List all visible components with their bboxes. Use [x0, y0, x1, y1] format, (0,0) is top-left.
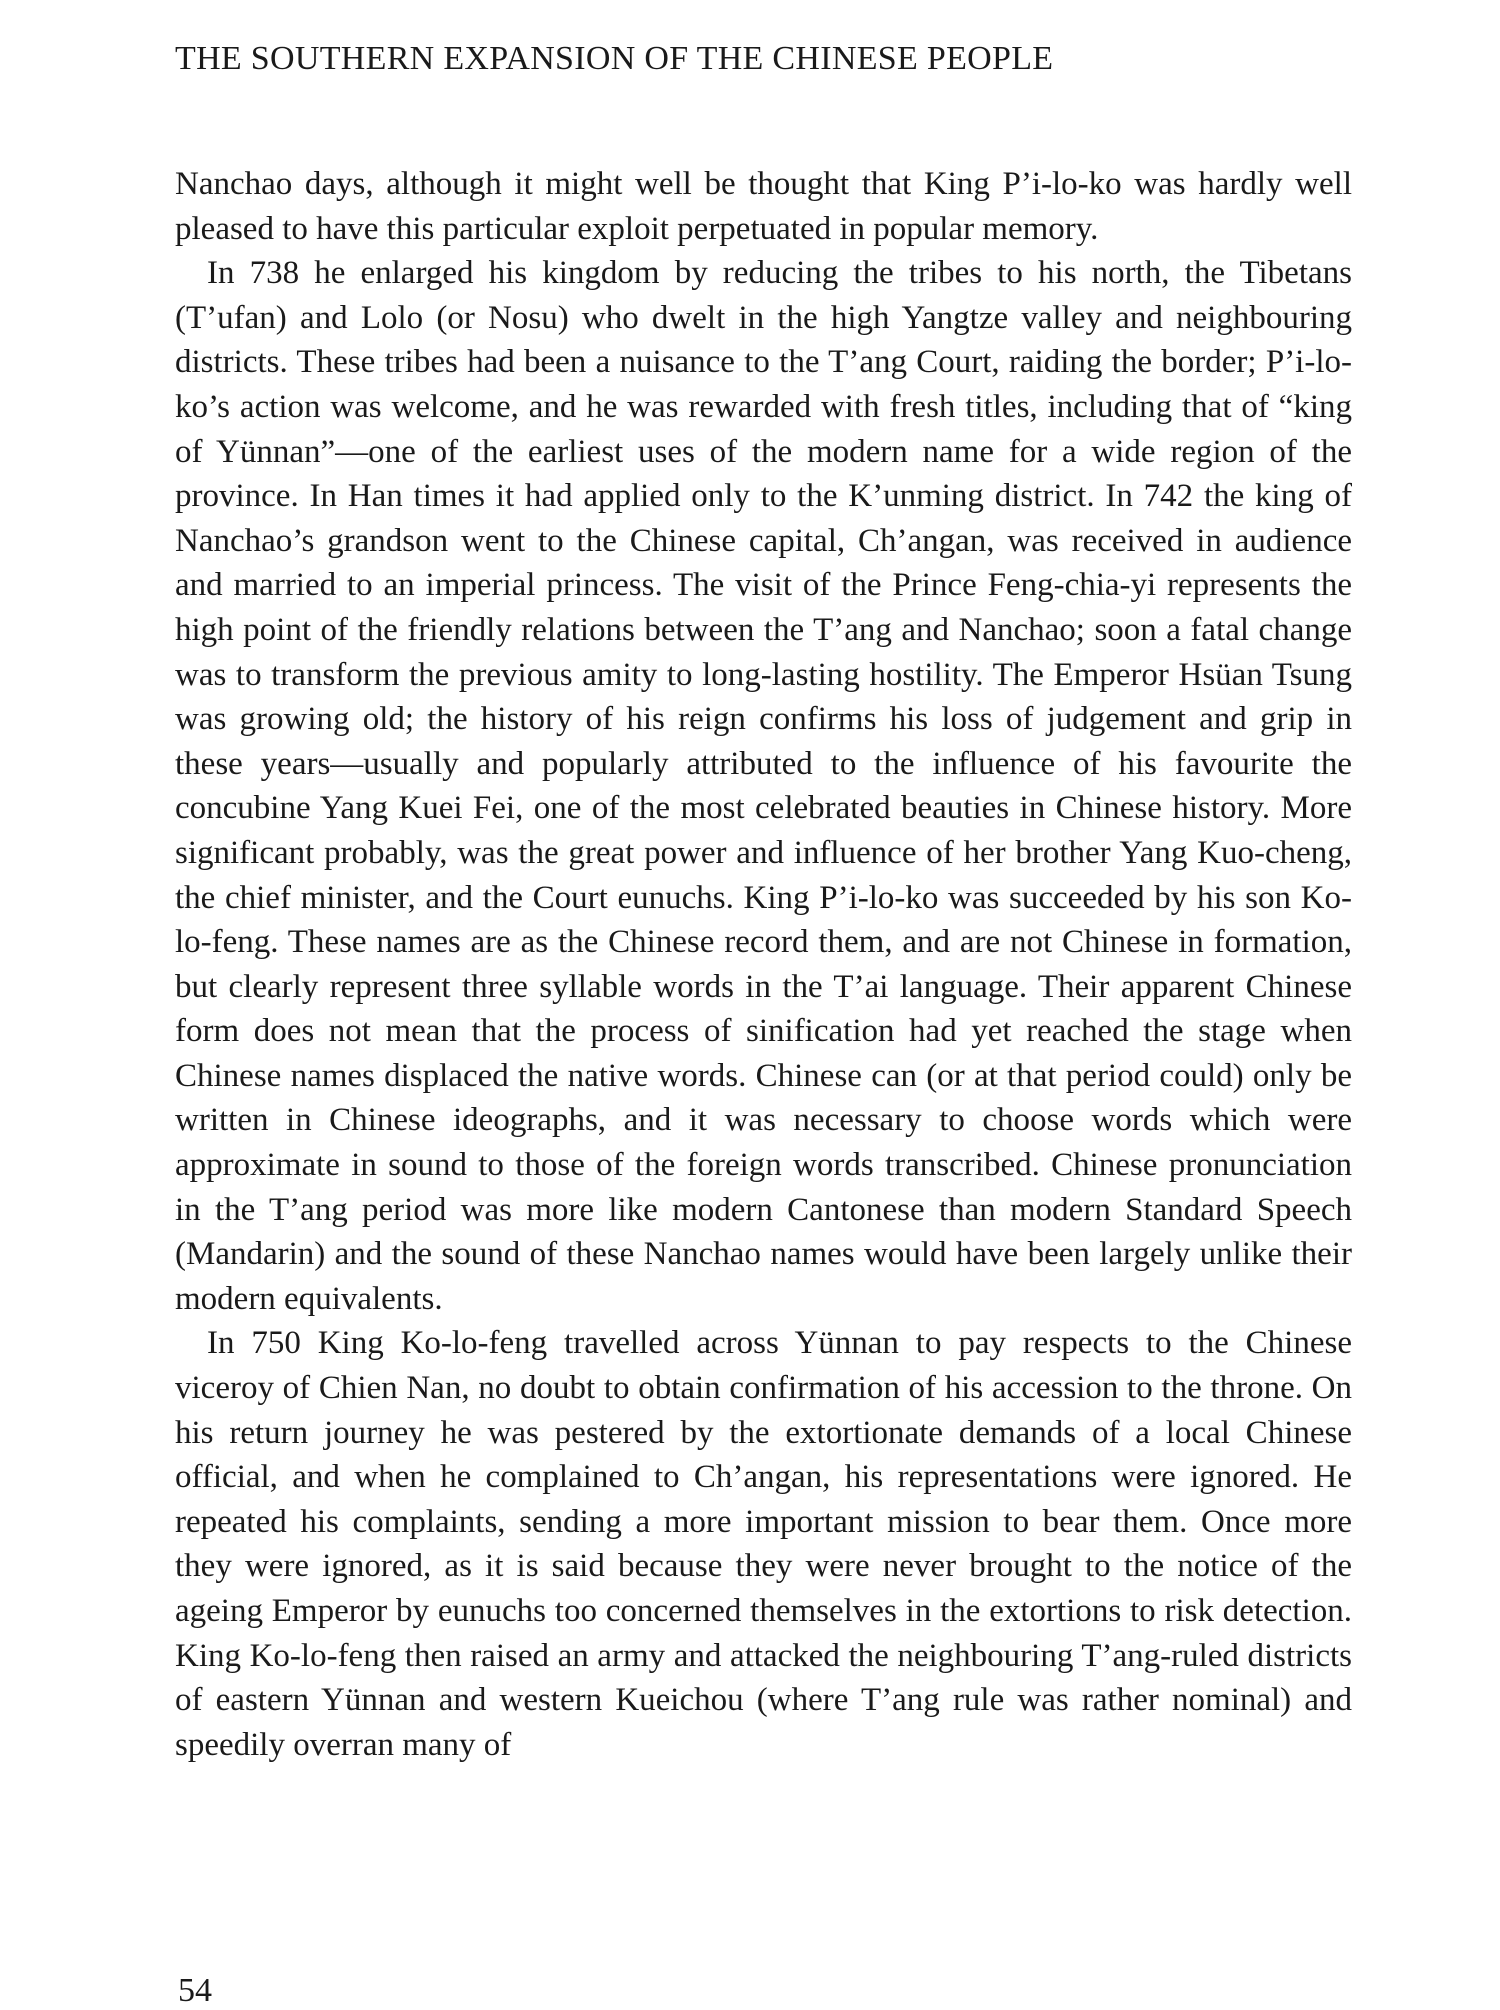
running-head-title: THE SOUTHERN EXPANSION OF THE CHINESE PEOPLE [175, 40, 1054, 77]
paragraph-continuation: Nanchao days, although it might well be thought that King P’i-lo-ko was hardly well pleased to have this particular exploit perpetuated in popular memory. [175, 166, 1352, 247]
page-number: 54 [178, 1972, 212, 2009]
paragraph: In 750 King Ko-lo-feng travelled across Yünnan to pay respects to the Chinese viceroy of Chien Nan, no doubt to obtain confirmation of his accession to the throne. On his return journey he was pestered by the extortionate demands of a local Chinese official, and when he complained to Ch’angan, his representations were ignored. He repeated his complaints, sending a more important mission to bear them. Once more they were ignored, as it is said because they were never brought to the notice of the ageing Emperor by eunuchs too concerned themselves in the extortions to risk detection. King Ko-lo-feng then raised an army and attacked the neighbouring T’ang-ruled districts of eastern Yünnan and western Kueichou (where T’ang rule was rather nominal) and speedily overran many of [175, 1325, 1352, 1763]
body-text [175, 162, 1352, 1767]
paragraph: In 738 he enlarged his kingdom by reducing the tribes to his north, the Tibetans (T’ufan) and Lolo (or Nosu) who dwelt in the high Yangtze valley and neighbouring districts. These tribes had been a nuisance to the T’ang Court, raiding the border; P’i-lo-ko’s action was welcome, and he was rewarded with fresh titles, including that of “king of Yünnan”—one of the earliest uses of the modern name for a wide region of the province. In Han times it had applied only to the K’unming district. In 742 the king of Nanchao’s grandson went to the Chinese capital, Ch’angan, was received in audience and married to an imperial princess. The visit of the Prince Feng-chia-yi represents the high point of the friendly relations between the T’ang and Nanchao; soon a fatal change was to transform the previous amity to long-lasting hostility. The Emperor Hsüan Tsung was growing old; the history of his reign confirms his loss of judgement and grip in these years—usually and popularly attributed to the influence of his favourite the concubine Yang Kuei Fei, one of the most celebrated beauties in Chinese history. More significant probably, was the great power and influence of her brother Yang Kuo-cheng, the chief minister, and the Court eunuchs. King P’i-lo-ko was succeeded by his son Ko-lo-feng. These names are as the Chinese record them, and are not Chinese in formation, but clearly represent three syllable words in the T’ai language. Their apparent Chinese form does not mean that the process of sinification had yet reached the stage when Chinese names displaced the native words. Chinese can (or at that period could) only be written in Chinese ideographs, and it was necessary to choose words which were approximate in sound to those of the foreign words transcribed. Chinese pronunciation in the T’ang period was more like modern Cantonese than modern Standard Speech (Mandarin) and the sound of these Nanchao names would have been largely unlike their modern equivalents. [175, 255, 1352, 1317]
